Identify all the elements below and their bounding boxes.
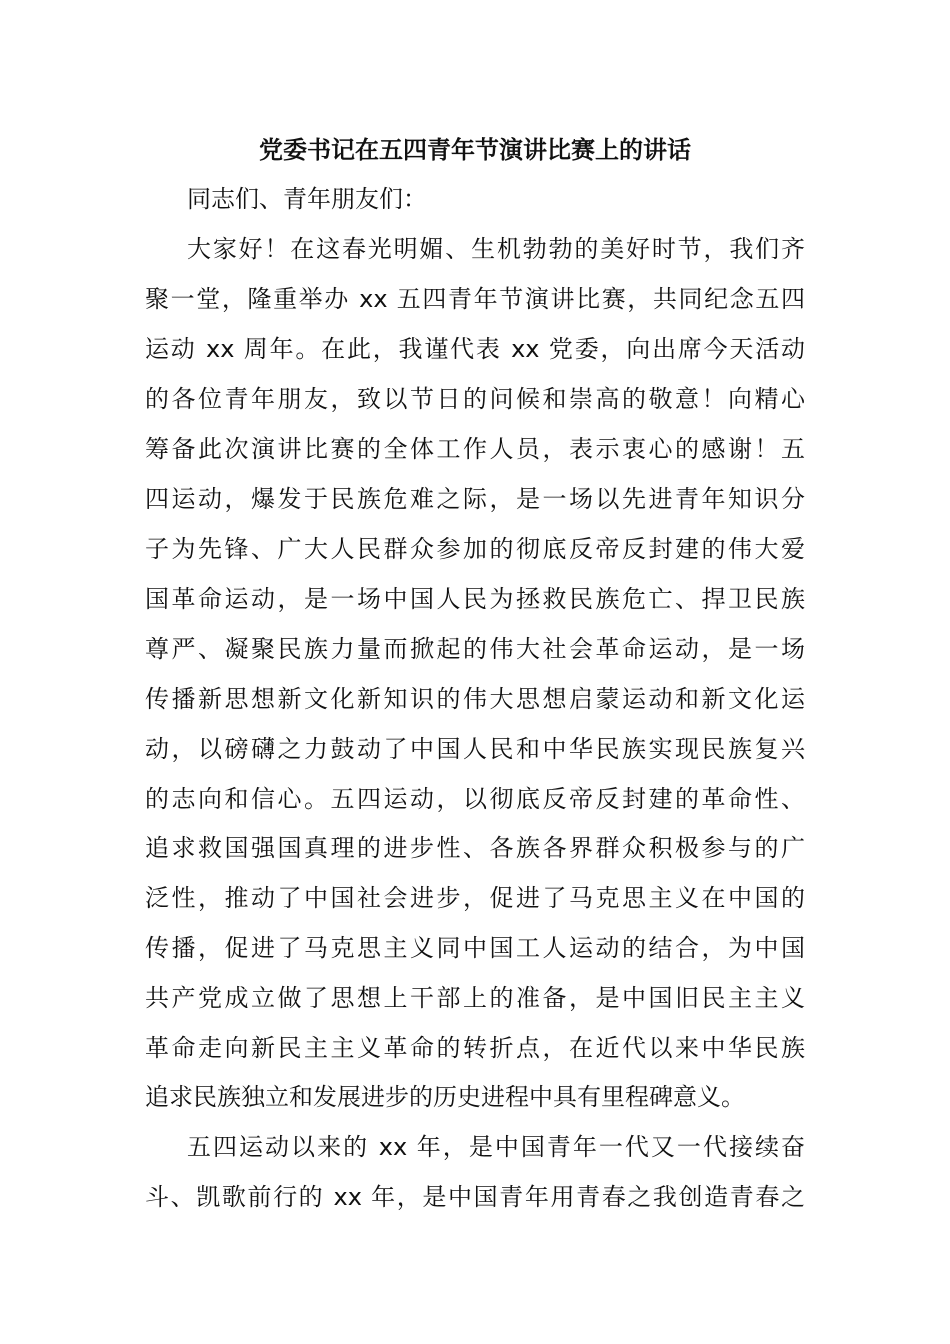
body-line: 革命走向新民主主义革命的转折点，在近代以来中华民族 <box>145 1034 805 1062</box>
body-line: 共产党成立做了思想上干部上的准备，是中国旧民主主义 <box>145 984 805 1012</box>
body-line: 的各位青年朋友，致以节日的问候和崇高的敬意！向精心 <box>145 385 805 413</box>
body-line: 子为先锋、广大人民群众参加的彻底反帝反封建的伟大爱 <box>145 535 805 563</box>
body-line: 五四运动以来的 xx 年，是中国青年一代又一代接续奋 <box>187 1133 805 1161</box>
body-line: 的志向和信心。五四运动，以彻底反帝反封建的革命性、 <box>145 785 805 813</box>
body-line: 传播新思想新文化新知识的伟大思想启蒙运动和新文化运 <box>145 685 805 713</box>
body-line: 追求民族独立和发展进步的历史进程中具有里程碑意义。 <box>145 1083 745 1111</box>
body-line: 动，以磅礴之力鼓动了中国人民和中华民族实现民族复兴 <box>145 735 805 763</box>
salutation-line: 同志们、青年朋友们： <box>187 185 427 213</box>
body-line: 尊严、凝聚民族力量而掀起的伟大社会革命运动，是一场 <box>145 635 805 663</box>
body-line: 运动 xx 周年。在此，我谨代表 xx 党委，向出席今天活动 <box>145 335 805 363</box>
body-line: 四运动，爆发于民族危难之际，是一场以先进青年知识分 <box>145 485 805 513</box>
body-line: 聚一堂，隆重举办 xx 五四青年节演讲比赛，共同纪念五四 <box>145 285 805 313</box>
document-title: 党委书记在五四青年节演讲比赛上的讲话 <box>259 136 691 164</box>
body-line: 传播，促进了马克思主义同中国工人运动的结合，为中国 <box>145 934 805 962</box>
body-line: 国革命运动，是一场中国人民为拯救民族危亡、捍卫民族 <box>145 585 805 613</box>
body-line: 筹备此次演讲比赛的全体工作人员，表示衷心的感谢！五 <box>145 435 805 463</box>
body-line: 大家好！在这春光明媚、生机勃勃的美好时节，我们齐 <box>187 235 805 263</box>
body-line: 斗、凯歌前行的 xx 年，是中国青年用青春之我创造青春之 <box>145 1183 805 1211</box>
body-line: 泛性，推动了中国社会进步，促进了马克思主义在中国的 <box>145 884 805 912</box>
body-line: 追求救国强国真理的进步性、各族各界群众积极参与的广 <box>145 834 805 862</box>
